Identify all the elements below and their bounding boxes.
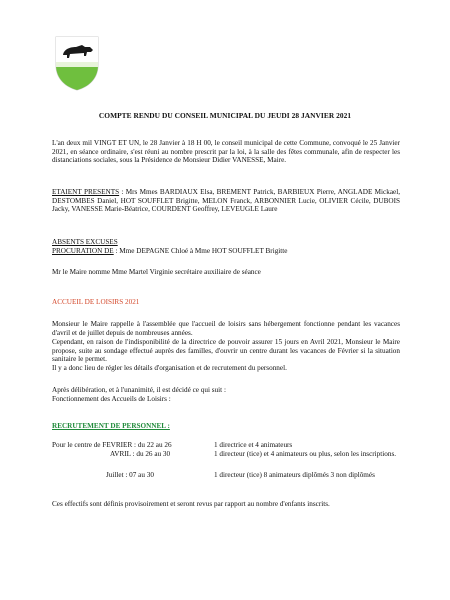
period-avril: AVRIL : du 26 au 30 xyxy=(110,450,171,458)
staff-juillet: 1 directeur (tice) 8 animateurs diplômés 3 non diplômés xyxy=(214,471,375,479)
section-heading-recrutement: RECRUTEMENT DE PERSONNEL : xyxy=(52,422,170,430)
secretary-line: Mr le Maire nomme Mme Martel Virginie secrétaire auxiliaire de séance xyxy=(52,268,261,276)
accueil-para-2: Cependant, en raison de l'indisponibilité de la directrice de pouvoir assurer 15 jours en Avril 2021, Monsieur le Maire propose, suite au sondage effectué auprès des familles, d'ouvrir un centre durant les vacances de Février si la situation sanitaire le permet. xyxy=(52,338,400,364)
staff-fevrier: 1 directrice et 4 animateurs xyxy=(214,441,293,449)
staff-avril: 1 directeur (tice) et 4 animateurs ou plus, selon les inscriptions. xyxy=(214,450,397,458)
period-juillet: Juillet : 07 au 30 xyxy=(106,471,154,479)
page-title: COMPTE RENDU DU CONSEIL MUNICIPAL DU JEUDI 28 JANVIER 2021 xyxy=(98,111,352,120)
procuration-text: : Mme DEPAGNE Chloé à Mme HOT SOUFFLET Brigitte xyxy=(113,247,288,255)
attendance-present xyxy=(52,188,400,214)
present-label: ETAIENT PRESENTS xyxy=(52,188,120,196)
boar-crest-icon xyxy=(54,35,100,91)
intro-paragraph: L'an deux mil VINGT ET UN, le 28 Janvier à 18 H 00, le conseil municipal de cette Commune, convoqué le 25 Janvier 2021, en séance ordinaire, s'est réuni au nombre prescrit par la loi, à la salle des fêtes communale, afin de respecter les distanciations sociales, sous la Présidence de Monsieur Didier VANESSE, Maire. xyxy=(52,139,400,165)
recrutement-footer: Ces effectifs sont définis provisoirement et seront revus par rapport au nombre d'enfants inscrits. xyxy=(52,500,330,508)
section-heading-accueil: ACCUEIL DE LOISIRS 2021 xyxy=(52,298,140,306)
procuration-label: PROCURATION DE xyxy=(52,247,114,255)
absent-label: ABSENTS EXCUSES xyxy=(52,238,118,246)
accueil-para-1: Monsieur le Maire rappelle à l'assemblée que l'accueil de loisirs sans hébergement fonctionne pendant les vacances d'avril et de juillet depuis de nombreuses années. xyxy=(52,320,400,337)
functioning-line: Fonctionnement des Accueils de Loisirs : xyxy=(52,395,171,403)
period-fevrier: Pour le centre de FEVRIER : du 22 au 26 xyxy=(52,441,172,449)
procuration-line xyxy=(52,247,400,256)
deliberation-line: Après délibération, et à l'unanimité, il est décidé ce qui suit : xyxy=(52,386,226,394)
present-list: : Mrs Mmes BARDIAUX Elsa, BREMENT Patrick, BARBIEUX Pierre, ANGLADE Mickael, DESTOMBES Daniel, HOT SOUFFLET Brigitte, MELON Franck, ARBONNIER Lucie, OLIVIER Cécile, DUBOIS Jacky, VANESSE Marie-Béatrice, COURDENT Geoffrey, LEVEUGLE Laure xyxy=(52,188,401,214)
accueil-para-3: Il y a donc lieu de régler les détails d'organisation et de recrutement du personnel. xyxy=(52,364,287,372)
